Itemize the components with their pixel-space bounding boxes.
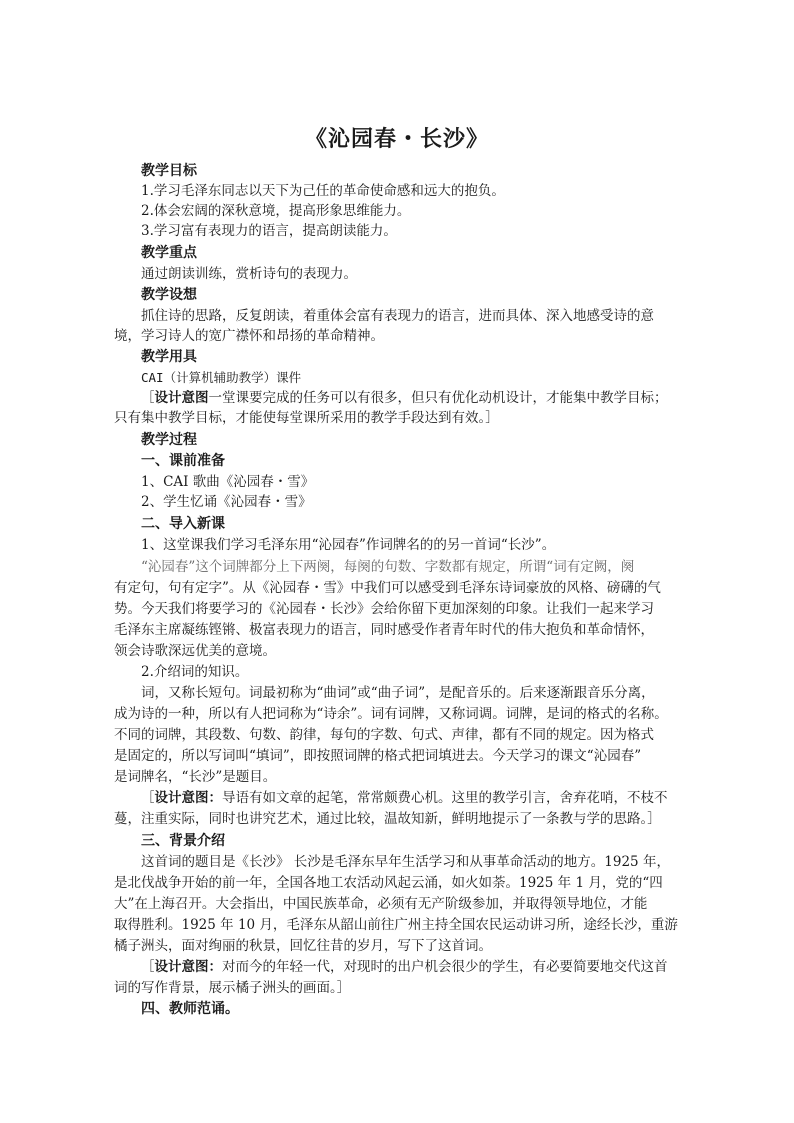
intro-paragraph-1: 1、这堂课我们学习毛泽东用“沁园春”作词牌名的的另一首词“长沙”。	[141, 537, 556, 553]
prep-item-2: 2、学生忆诵《沁园春・雪》	[141, 494, 312, 510]
prep-item-1: 1、CAI 歌曲《沁园春・雪》	[141, 474, 315, 490]
intent-1-line-2: 只有集中教学目标，才能使每堂课所采用的教学手段达到有效。］	[114, 410, 499, 426]
intent-1-text-1: 一堂课要完成的任务可以有很多，但只有优化动机设计，才能集中教学目标；	[208, 390, 668, 406]
process-heading: 教学过程	[141, 432, 197, 448]
background-line-2: 是北伐战争开始的前一年，全国各地工农活动风起云涌，如火如荼。1925 年 1 月，党的“四	[114, 875, 663, 891]
background-line-3: 大”在上海召开。大会指出，中国民族革命，必须有无产阶级参加，并取得领导地位，才能	[114, 896, 648, 912]
background-line-4: 取得胜利。1925 年 10 月，毛泽东从韶山前往广州主持全国农民运动讲习所，途经长沙，重游	[114, 917, 678, 933]
design-line-1: 抓住诗的思路，反复朗读，着重体会富有表现力的语言，进而具体、深入地感受诗的意	[141, 308, 654, 324]
focus-heading: 教学重点	[141, 245, 197, 261]
intent-1-bracket: ［	[141, 390, 155, 406]
intro-p4-line-1: 词，又称长短句。词最初称为“曲词”或“曲子词”，是配音乐的。后来逐渐跟音乐分离，	[141, 685, 655, 701]
intro-p2-line-4: 毛泽东主席凝练铿锵、极富表现力的语言，同时感受作者青年时代的伟大抱负和革命情怀，	[114, 622, 654, 638]
intent-2-line-2: 蔓，注重实际，同时也讲究艺术，通过比较，温故知新，鲜明地提示了一条教与学的思路。］	[114, 811, 661, 827]
tools-heading: 教学用具	[141, 349, 197, 365]
intent-1-line-1	[141, 388, 668, 408]
intent-3-line-2: 词的写作背景，展示橘子洲头的画面。］	[114, 980, 351, 996]
intro-p2-line-2: 有定句，句有定字”。从《沁园春・雪》中我们可以感受到毛泽东诗词豪放的风格、磅礴的气	[114, 580, 661, 596]
intro-paragraph-3: 2.介绍词的知识。	[141, 664, 249, 680]
prep-heading: 一、课前准备	[141, 453, 225, 469]
intro-p4-line-3: 不同的词牌，其段数、句数、韵律，每句的字数、句式、声律，都有不同的规定。因为格式	[114, 727, 654, 743]
objective-item-2: 2.体会宏阔的深秋意境，提高形象思维能力。	[141, 203, 411, 219]
intent-1-tag: 设计意图	[154, 390, 209, 406]
focus-text: 通过朗读训练，赏析诗句的表现力。	[141, 266, 357, 282]
intent-2-line-1	[141, 788, 668, 808]
intro-heading: 二、导入新课	[141, 516, 225, 532]
intro-p2-line-3: 势。今天我们将要学习的《沁园春・长沙》会给你留下更加深刻的印象。让我们一起来学习	[114, 601, 654, 617]
design-heading: 教学设想	[141, 287, 197, 303]
intro-p4-line-2: 成为诗的一种，所以有人把词称为“诗余”。词有词牌，又称词调。词牌，是词的格式的名称。	[114, 706, 668, 722]
intent-3-text-1: 对而今的年轻一代，对现时的出户机会很少的学生，有必要简要地交代这首	[222, 959, 668, 975]
intro-p2-line-5: 领会诗歌深远优美的意境。	[114, 643, 276, 659]
document-title: 《沁园春・长沙》	[304, 126, 489, 152]
intent-3-line-1	[141, 957, 668, 977]
background-heading: 三、背景介绍	[141, 833, 225, 849]
intent-2-tag: 设计意图：	[154, 790, 222, 806]
tools-text: CAI（计算机辅助教学）课件	[141, 370, 302, 385]
objective-item-1: 1.学习毛泽东同志以天下为己任的革命使命感和远大的抱负。	[141, 183, 505, 199]
objective-item-3: 3.学习富有表现力的语言，提高朗读能力。	[141, 223, 397, 239]
intro-p2-line-1: “沁园春”这个词牌都分上下两阕，每阕的句数、字数都有规定，所谓“词有定阙，阕	[141, 559, 635, 575]
background-line-5: 橘子洲头，面对绚丽的秋景，回忆往昔的岁月，写下了这首词。	[114, 938, 492, 954]
design-line-2: 境，学习诗人的宽广襟怀和昂扬的革命精神。	[114, 328, 384, 344]
objectives-heading: 教学目标	[141, 163, 197, 179]
intent-3-tag: 设计意图：	[154, 959, 222, 975]
intro-p4-line-4: 是固定的，所以写词叫“填词”，即按照词牌的格式把词填进去。今天学习的课文“沁园春”	[114, 748, 642, 764]
background-line-1: 这首词的题目是《长沙》 长沙是毛泽东早年生活学习和从事革命活动的地方。1925 年，	[141, 854, 670, 870]
reading-heading: 四、教师范诵。	[141, 1001, 239, 1017]
intent-2-text-1: 导语有如文章的起笔，常常颇费心机。这里的教学引言，舍弃花哨，不枝不	[222, 790, 668, 806]
intent-2-bracket: ［	[141, 790, 155, 806]
intent-3-bracket: ［	[141, 959, 155, 975]
intro-p4-line-5: 是词牌名，“长沙”是题目。	[114, 769, 277, 785]
